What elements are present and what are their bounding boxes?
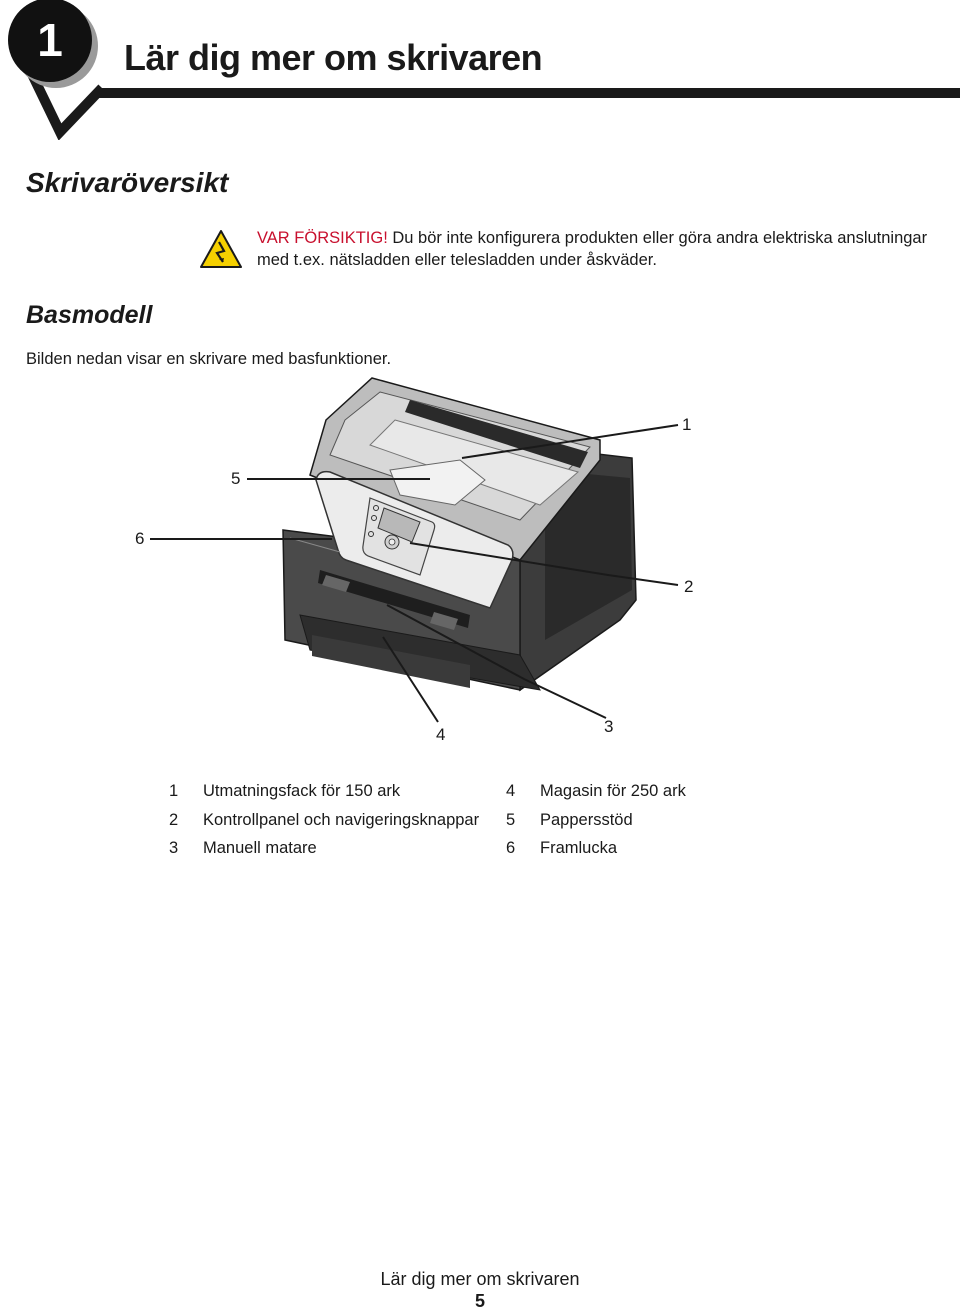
footer-chapter-title: Lär dig mer om skrivaren xyxy=(380,1269,580,1289)
electrical-hazard-icon xyxy=(199,229,243,269)
callout-5: 5 xyxy=(231,469,241,488)
legend-label: Framlucka xyxy=(540,839,618,857)
chapter-title: Lär dig mer om skrivaren xyxy=(124,37,543,78)
callout-1: 1 xyxy=(682,415,692,434)
legend-number: 5 xyxy=(506,811,516,829)
section-title: Skrivaröversikt xyxy=(26,167,229,198)
legend-label: Pappersstöd xyxy=(540,811,633,829)
caution-body: Du bör inte konfigurera produkten eller göra andra elektriska anslutningar med t.ex. nätsladden eller telesladden under åskväder. xyxy=(257,229,928,269)
intro-paragraph: Bilden nedan visar en skrivare med basfunktioner. xyxy=(26,350,392,368)
chapter-rule xyxy=(97,88,960,98)
legend-label: Kontrollpanel och navigeringsknappar xyxy=(203,811,480,829)
page-number: 5 xyxy=(474,1291,485,1311)
legend-number: 4 xyxy=(506,782,516,800)
caution-label: VAR FÖRSIKTIG! xyxy=(257,229,388,247)
chapter-number: 1 xyxy=(37,14,63,66)
printer-illustration xyxy=(100,370,860,750)
callout-4: 4 xyxy=(436,725,446,744)
legend-label: Magasin för 250 ark xyxy=(540,782,686,800)
callout-3: 3 xyxy=(604,717,614,736)
legend-number: 3 xyxy=(169,839,179,857)
legend-number: 2 xyxy=(169,811,179,829)
legend-number: 6 xyxy=(506,839,516,857)
legend-number: 1 xyxy=(169,782,179,800)
callout-2: 2 xyxy=(684,577,694,596)
legend-label: Manuell matare xyxy=(203,839,317,857)
subsection-title: Basmodell xyxy=(26,301,153,329)
callout-6: 6 xyxy=(135,529,145,548)
legend-label: Utmatningsfack för 150 ark xyxy=(203,782,401,800)
caution-note xyxy=(257,227,957,271)
